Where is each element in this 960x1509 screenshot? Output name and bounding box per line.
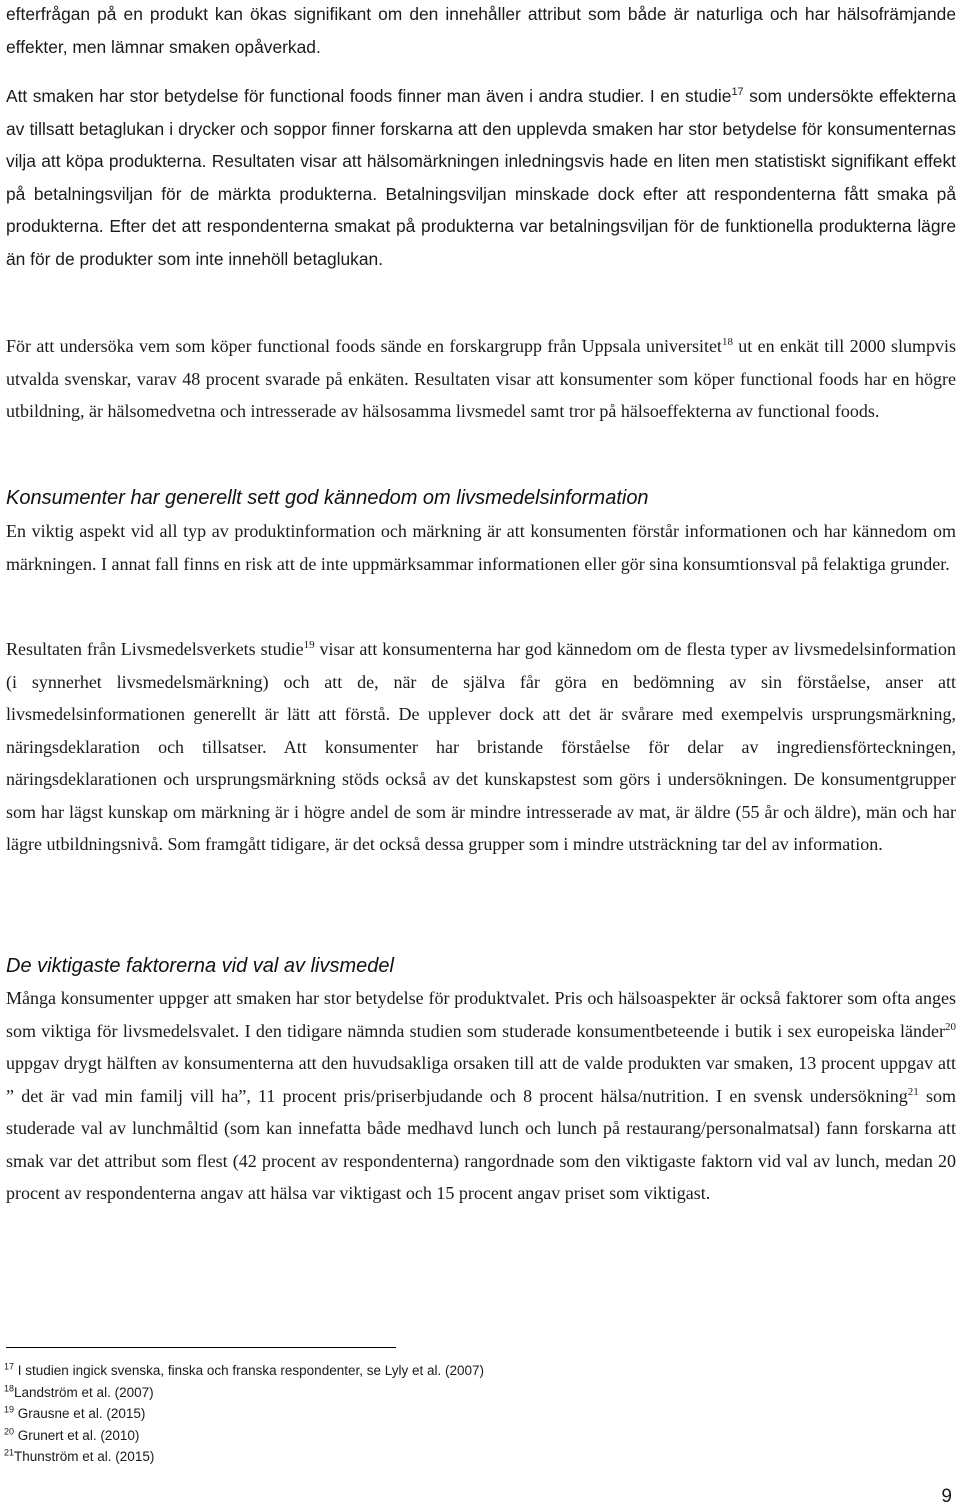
footnote-number: 17	[4, 1361, 15, 1372]
footnote-divider	[6, 1347, 396, 1348]
footnote	[4, 1446, 484, 1468]
page-number: 9	[941, 1486, 952, 1507]
paragraph-text: visar att konsumenterna har god kännedom om de flesta typer av livsmedelsinformation (i synnerhet livsmedelsmärkning) och att de, när de själva får göra en bedömning av sin förståelse, anser att livsmedelsinformationen generellt är lätt att förstå. De upplever dock att det är svårare med exempelvis ursprungsmärkning, näringsdeklaration och tillsatser. Att konsumenter har bristande förståelse för delar av ingrediensförteckningen, näringsdeklarationen och ursprungsmärkning stöds också av det kunskapstest som görs i undersökningen. De konsumentgrupper som har lägst kunskap om märkning är i högre andel de som är mindre intresserade av mat, är äldre (55 år och äldre), män och har lägre utbildningsnivå. Som framgått tidigare, är det också dessa grupper som i mindre utsträckning tar del av information.	[6, 639, 956, 854]
paragraph-text: Att smaken har stor betydelse för functional foods finner man även i andra studier. I en studie	[6, 86, 732, 106]
paragraph-understanding	[6, 515, 956, 580]
section-heading: Konsumenter har generellt sett god kännedom om livsmedelsinformation	[6, 487, 649, 509]
paragraph-text: som undersökte effekterna av tillsatt betaglukan i drycker och soppor finner forskarna att den upplevda smaken har stor betydelse för konsumenternas vilja att köpa produkterna. Resultaten visar att hälsomärkningen inledningsvis hade en liten men statistiskt signifikant effekt på betalningsviljan för de märkta produkterna. Betalningsviljan minskade dock efter att respondenterna fått smaka på produkterna. Efter det att respondenterna smakat på produkterna var betalningsviljan för de funktionella produkterna lägre än för de produkter som inte innehöll betaglukan.	[6, 86, 956, 269]
footnote	[4, 1403, 484, 1425]
footnote	[4, 1360, 484, 1382]
paragraph-text: För att undersöka vem som köper functional foods sände en forskargrupp från Uppsala universitet	[6, 336, 722, 356]
paragraph-text: uppgav drygt hälften av konsumenterna att den huvudsakliga orsaken till att de valde produkten var smaken, 13 procent uppgav att ” det är vad min familj vill ha”, 11 procent pris/priserbjudande och 8 procent hälsa/nutrition. I en svensk undersökning	[6, 1053, 956, 1106]
footnote	[4, 1382, 484, 1404]
paragraph-text: En viktig aspekt vid all typ av produktinformation och märkning är att konsumenten förstår informationen och har kännedom om märkningen. I annat fall finns en risk att de inte uppmärksammar informationen eller gör sina konsumtionsval på felaktiga grunder.	[6, 521, 956, 574]
footnote-text: Grausne et al. (2015)	[17, 1406, 146, 1421]
paragraph-betaglukan	[6, 80, 956, 275]
paragraph-text: Resultaten från Livsmedelsverkets studie	[6, 639, 304, 659]
footnote-number: 18	[4, 1383, 15, 1393]
paragraph-text: ut en enkät till 2000 slumpvis utvalda svenskar, varav 48 procent svarade på enkäten. Resultaten visar att konsumenter som köper functional foods har en högre utbildning, är hälsomedvetna och intresserade av hälsosamma livsmedel samt tror på hälsoeffekterna av functional foods.	[6, 336, 956, 421]
footnote-ref[interactable]: 21	[907, 1085, 919, 1098]
paragraph-livsmedelsverket	[6, 633, 956, 861]
footnote-text: Thunström et al. (2015)	[14, 1449, 155, 1464]
paragraph-factors	[6, 982, 956, 1210]
paragraph-text: efterfrågan på en produkt kan ökas signifikant om den innehåller attribut som både är naturliga och har hälsofrämjande effekter, men lämnar smaken opåverkad.	[6, 4, 956, 57]
footnote-ref[interactable]: 17	[731, 86, 744, 99]
footnote-ref[interactable]: 19	[303, 639, 315, 651]
footnote-ref[interactable]: 20	[945, 1020, 956, 1033]
footnote-number: 21	[4, 1447, 15, 1458]
paragraph-continuation	[6, 0, 956, 63]
footnote-number: 19	[4, 1404, 15, 1415]
paragraph-uppsala	[6, 330, 956, 428]
footnote-text: I studien ingick svenska, finska och franska respondenter, se Lyly et al. (2007)	[17, 1363, 485, 1378]
footnote-list	[4, 1360, 484, 1468]
paragraph-text: Många konsumenter uppger att smaken har stor betydelse för produktvalet. Pris och hälsoaspekter är också faktorer som ofta anges som viktiga för livsmedelsvalet. I den tidigare nämnda studien som studerade konsumentbeteende i butik i sex europeiska länder	[6, 988, 956, 1041]
footnote-text: Grunert et al. (2010)	[17, 1427, 140, 1443]
footnote-text: Landström et al. (2007)	[14, 1384, 154, 1400]
footnote-number: 20	[4, 1426, 15, 1436]
footnote-ref[interactable]: 18	[721, 336, 733, 348]
paragraph-text: som studerade val av lunchmåltid (som kan innefatta både medhavd lunch och lunch på restaurang/personalmatsal) fann forskarna att smak var det attribut som flest (42 procent av respondenterna) rangordnade som den viktigaste faktorn vid val av lunch, medan 20 procent av respondenterna angav att hälsa var viktigast och 15 procent angav priset som viktigast.	[6, 1085, 956, 1203]
section-heading: De viktigaste faktorerna vid val av livsmedel	[6, 955, 394, 977]
footnote	[4, 1425, 484, 1447]
